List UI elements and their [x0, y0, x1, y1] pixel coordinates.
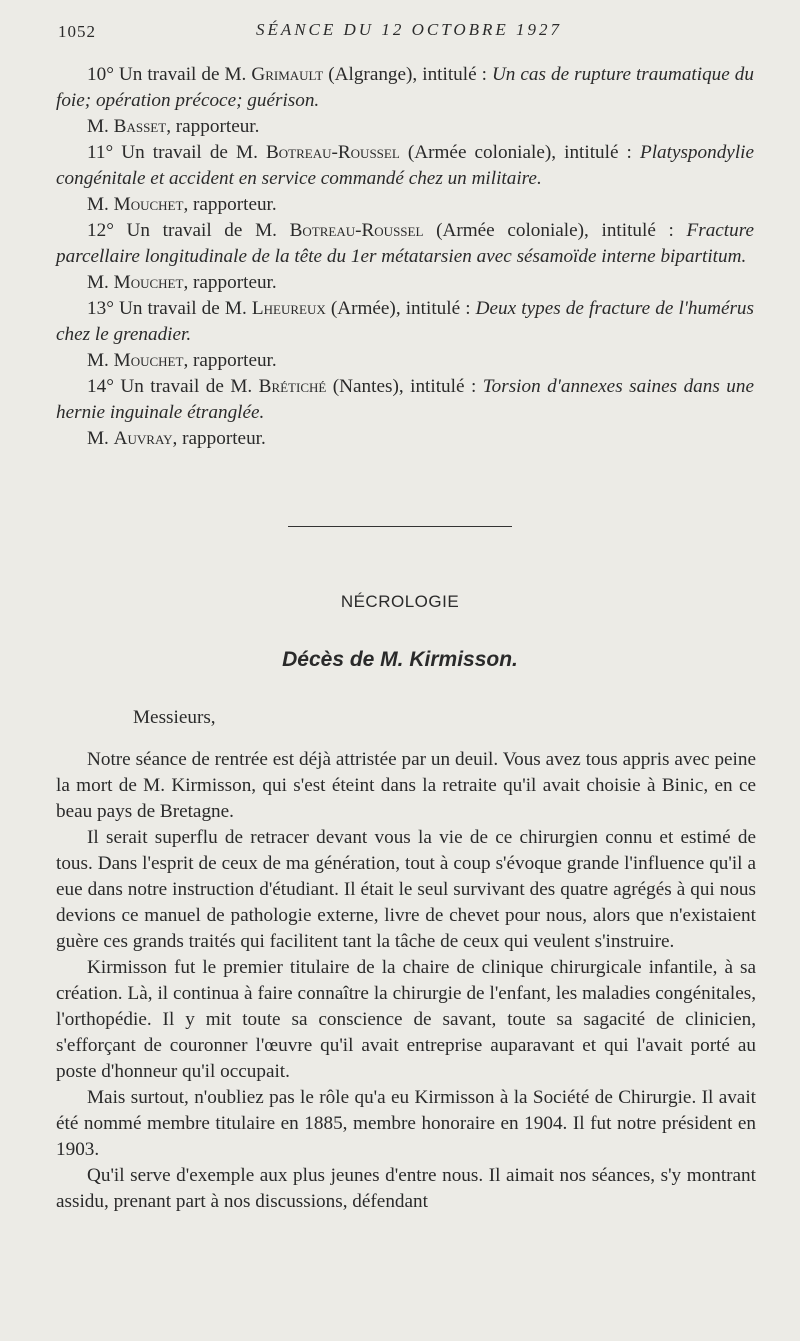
rapporteur-line: M. Auvray, rapporteur. [87, 428, 266, 449]
rapporteur-line: M. Mouchet, rapporteur. [87, 272, 277, 293]
paragraph: Kirmisson fut le premier titulaire de la chaire de clinique chirurgicale infantile, à sa création. Là, il continua à faire connaître la chirurgie de l'enfant, les maladies congénitales, l'orthopédie. Il y mit toute sa conscience de savant, toute sa sagacité de clinicien, s'efforçant de couronner l'œuvre qu'il avait entreprise auparavant et qui l'avait porté au poste d'honneur qu'il occupait. [56, 957, 756, 1082]
page-number: 1052 [58, 22, 96, 41]
paragraph: Mais surtout, n'oubliez pas le rôle qu'a eu Kirmisson à la Société de Chirurgie. Il avait été nommé membre titulaire en 1885, membre honoraire en 1904. Il fut notre président en 1903. [56, 1087, 756, 1160]
list-item: 14° Un travail de M. Brétiché (Nantes), intitulé : Torsion d'annexes saines dans une hernie inguinale étranglée. [56, 376, 754, 423]
section-heading: NÉCROLOGIE [340, 592, 460, 611]
list-item: 10° Un travail de M. Grimault (Algrange), intitulé : Un cas de rupture traumatique du foie; opération précoce; guérison. [56, 64, 754, 111]
paragraph: Qu'il serve d'exemple aux plus jeunes d'entre nous. Il aimait nos séances, s'y montrant assidu, prenant part à nos discussions, défendant [56, 1165, 756, 1212]
section-subheading: Décès de M. Kirmisson. [282, 648, 518, 671]
rapporteur-line: M. Mouchet, rapporteur. [87, 350, 277, 371]
rapporteur-line: M. Mouchet, rapporteur. [87, 194, 277, 215]
paragraph: Il serait superflu de retracer devant vous la vie de ce chirurgien connu et estimé de tous. Dans l'esprit de ceux de ma génération, tout à coup s'évoque grande l'influence qu'il a eue dans notre instruction d'étudiant. Il était le seul survivant des quatre agrégés à qui nous devions ce manuel de pathologie externe, livre de chevet pour nous, alors que n'existaient guère ces grands traités qui facilitent tant la tâche de ceux qui veulent s'instruire. [56, 827, 756, 952]
salutation: Messieurs, [133, 707, 216, 728]
works-list [56, 62, 754, 452]
section-divider [288, 526, 512, 527]
obituary-text [56, 747, 756, 1215]
paragraph: Notre séance de rentrée est déjà attristée par un deuil. Vous avez tous appris avec peine la mort de M. Kirmisson, qui s'est éteint dans la retraite qu'il avait choisie à Binic, en ce beau pays de Bretagne. [56, 749, 756, 822]
list-item: 13° Un travail de M. Lheureux (Armée), intitulé : Deux types de fracture de l'humérus chez le grenadier. [56, 298, 754, 345]
running-title: SÉANCE DU 12 OCTOBRE 1927 [255, 20, 563, 39]
rapporteur-line: M. Basset, rapporteur. [87, 116, 260, 137]
list-item: 11° Un travail de M. Botreau-Roussel (Armée coloniale), intitulé : Platyspondylie congénitale et accident en service commandé chez un militaire. [56, 142, 754, 189]
list-item: 12° Un travail de M. Botreau-Roussel (Armée coloniale), intitulé : Fracture parcellaire longitudinale de la tête du 1er métatarsien avec sésamoïde interne bipartitum. [56, 220, 754, 267]
page-header [58, 18, 760, 48]
